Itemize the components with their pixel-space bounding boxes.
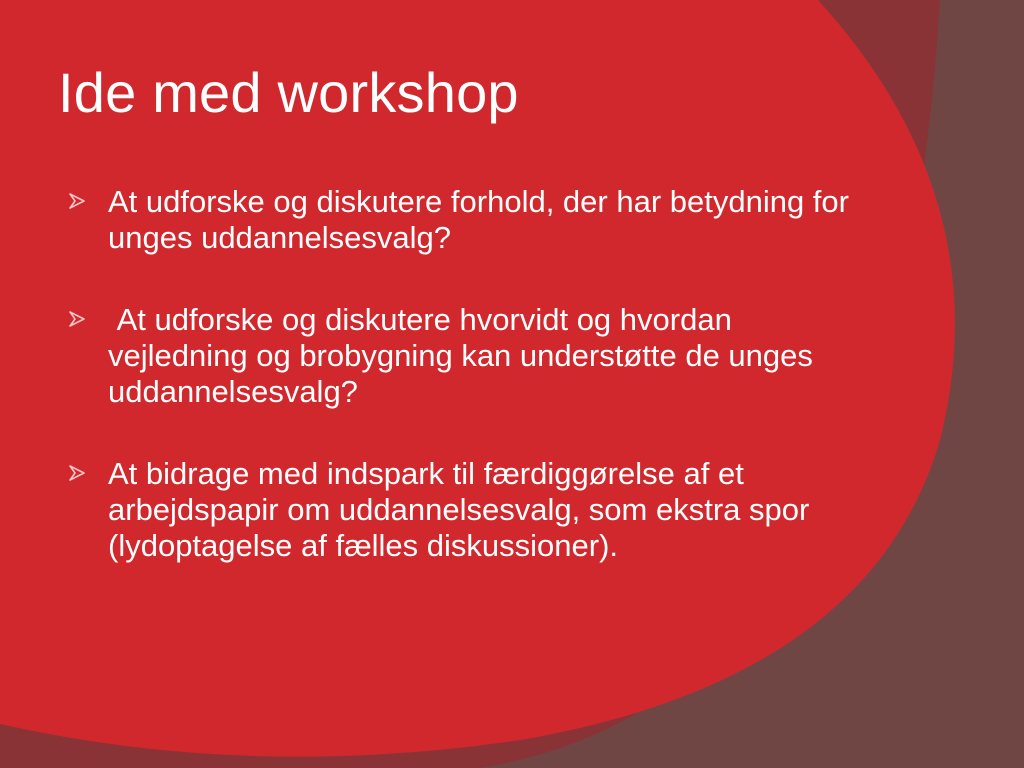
arrow-bullet-icon [68,310,86,328]
bullet-item [64,184,864,256]
bullet-text: At udforske og diskutere forhold, der har betydning for unges uddannelsesvalg? [108,184,849,255]
bullet-item [64,302,864,410]
bullet-list [64,184,864,564]
arrow-bullet-icon [68,192,86,210]
bullet-text: At bidrage med indspark til færdiggørelse af et arbejdspapir om uddannelsesvalg, som ekstra spor (lydoptagelse af fælles diskussioner). [108,456,810,563]
bullet-item [64,456,864,564]
arrow-bullet-icon [68,464,86,482]
slide-title: Ide med workshop [58,61,519,124]
bullet-text: At udforske og diskutere hvorvidt og hvordan vejledning og brobygning kan understøtte de unges uddannelsesvalg? [108,302,822,409]
